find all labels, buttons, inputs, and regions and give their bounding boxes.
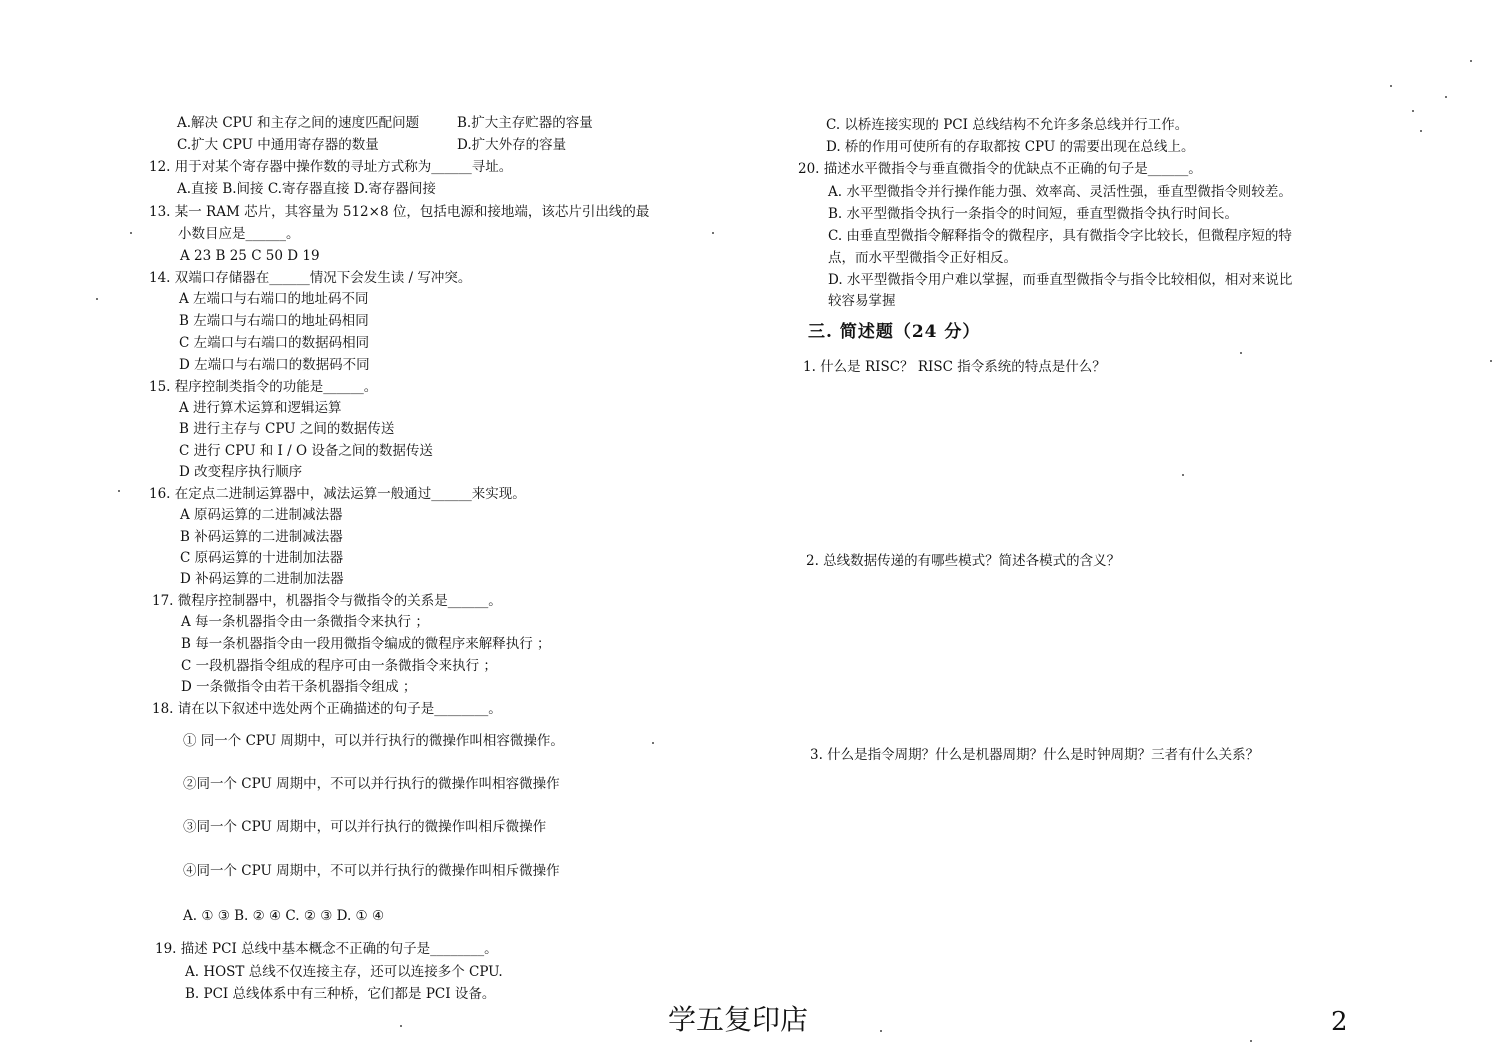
q18-item-2: ②同一个 CPU 周期中，不可以并行执行的微操作叫相容微操作 xyxy=(183,776,560,792)
q15-stem: 15. 程序控制类指令的功能是______。 xyxy=(149,379,378,395)
page-number: 2 xyxy=(1331,1007,1348,1037)
q16-option-d: D 补码运算的二进制加法器 xyxy=(180,571,344,587)
q18-item-3: ③同一个 CPU 周期中，可以并行执行的微操作叫相斥微操作 xyxy=(183,819,547,835)
q16-option-c: C 原码运算的十进制加法器 xyxy=(180,550,344,566)
q20-option-c: C. 由垂直型微指令解释指令的微程序，具有微指令字比较长，但微程序短的特 xyxy=(828,228,1292,244)
q12-stem: 12. 用于对某个寄存器中操作数的寻址方式称为______寻址。 xyxy=(149,159,513,175)
q18-item-4: ④同一个 CPU 周期中，不可以并行执行的微操作叫相斥微操作 xyxy=(183,863,560,879)
q20-option-b: B. 水平型微指令执行一条指令的时间短，垂直型微指令执行时间长。 xyxy=(828,206,1239,222)
q20-option-c-cont: 点，而水平型微指令正好相反。 xyxy=(828,250,1017,266)
q20-option-d: D. 水平型微指令用户难以掌握，而垂直型微指令与指令比较相似，相对来说比 xyxy=(828,272,1293,288)
q20-option-d-cont: 较容易掌握 xyxy=(828,293,896,309)
q15-option-d: D 改变程序执行顺序 xyxy=(179,464,303,480)
q19-option-a: A. HOST 总线不仅连接主存，还可以连接多个 CPU. xyxy=(185,964,503,980)
q13-stem: 13. 某一 RAM 芯片，其容量为 512×8 位，包括电源和接地端，该芯片引出线的最 xyxy=(149,204,650,220)
q18-options: A. ① ③ B. ② ④ C. ② ③ D. ① ④ xyxy=(183,908,385,924)
q17-option-c: C 一段机器指令组成的程序可由一条微指令来执行 ； xyxy=(181,658,497,674)
q14-option-c: C 左端口与右端口的数据码相同 xyxy=(179,335,370,351)
q19-option-c: C. 以桥连接实现的 PCI 总线结构不允许多条总线并行工作。 xyxy=(826,117,1189,133)
q14-option-a: A 左端口与右端口的地址码不同 xyxy=(179,291,369,307)
q14-stem: 14. 双端口存储器在______情况下会发生读 / 写冲突。 xyxy=(149,270,472,286)
copy-shop-stamp: 学五复印店 xyxy=(668,1003,809,1036)
q14-option-b: B 左端口与右端口的地址码相同 xyxy=(179,313,369,329)
short-answer-2: 2. 总线数据传递的有哪些模式？简述各模式的含义？ xyxy=(806,553,1121,569)
q14-option-d: D 左端口与右端口的数据码不同 xyxy=(179,357,370,373)
q16-option-b: B 补码运算的二进制减法器 xyxy=(180,529,343,545)
q11-option-a: A.解决 CPU 和主存之间的速度匹配问题 xyxy=(177,115,420,131)
q17-option-b: B 每一条机器指令由一段用微指令编成的微程序来解释执行 ； xyxy=(181,636,551,652)
section-title: 三. 简述题（24 分） xyxy=(808,322,981,342)
q15-option-a: A 进行算术运算和逻辑运算 xyxy=(179,400,342,416)
q11-option-b: B.扩大主存贮器的容量 xyxy=(457,115,593,131)
q19-option-d: D. 桥的作用可使所有的存取都按 CPU 的需要出现在总线上。 xyxy=(826,139,1195,155)
q17-stem: 17. 微程序控制器中，机器指令与微指令的关系是______。 xyxy=(152,593,502,609)
q11-option-c: C.扩大 CPU 中通用寄存器的数量 xyxy=(177,137,379,153)
q18-stem: 18. 请在以下叙述中选处两个正确描述的句子是________。 xyxy=(152,701,502,717)
q18-item-1: ① 同一个 CPU 周期中，可以并行执行的微操作叫相容微操作。 xyxy=(183,733,564,749)
q13-stem-cont: 小数目应是______。 xyxy=(178,226,300,242)
q13-options: A 23 B 25 C 50 D 19 xyxy=(180,248,320,264)
q12-options: A.直接 B.间接 C.寄存器直接 D.寄存器间接 xyxy=(177,181,436,197)
q16-stem: 16. 在定点二进制运算器中，减法运算一般通过______来实现。 xyxy=(149,486,526,502)
q20-stem: 20. 描述水平微指令与垂直微指令的优缺点不正确的句子是______。 xyxy=(798,161,1202,177)
q19-option-b: B. PCI 总线体系中有三种桥，它们都是 PCI 设备。 xyxy=(185,986,496,1002)
q17-option-a: A 每一条机器指令由一条微指令来执行 ； xyxy=(181,614,429,630)
q20-option-a: A. 水平型微指令并行操作能力强、效率高、灵活性强，垂直型微指令则较差。 xyxy=(828,184,1292,200)
q17-option-d: D 一条微指令由若干条机器指令组成 ； xyxy=(181,679,417,695)
q15-option-b: B 进行主存与 CPU 之间的数据传送 xyxy=(179,421,395,437)
q16-option-a: A 原码运算的二进制减法器 xyxy=(180,507,343,523)
q19-stem: 19. 描述 PCI 总线中基本概念不正确的句子是________。 xyxy=(155,941,498,957)
short-answer-1: 1. 什么是 RISC？ RISC 指令系统的特点是什么？ xyxy=(803,359,1106,375)
q15-option-c: C 进行 CPU 和 I / O 设备之间的数据传送 xyxy=(179,443,433,459)
q11-option-d: D.扩大外存的容量 xyxy=(457,137,567,153)
short-answer-3: 3. 什么是指令周期？什么是机器周期？什么是时钟周期？三者有什么关系？ xyxy=(810,747,1260,763)
